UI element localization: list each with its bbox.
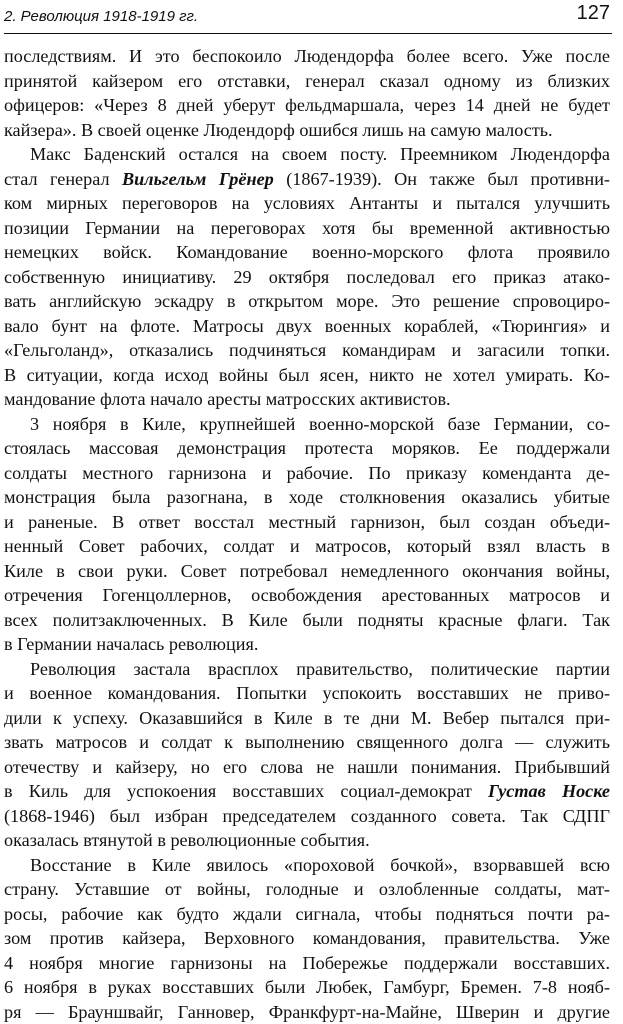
- text-line: оказалась втянутой в революционные события.: [4, 828, 610, 853]
- text-line: вало бунт на флоте. Матросы двух военных кораблей, «Тюрингия» и: [4, 314, 610, 339]
- text-line: в Киль для успокоения восставших социал-демократ Густав Носке: [4, 779, 610, 804]
- page-number: 127: [577, 2, 610, 25]
- text-line: в Германии началась революция.: [4, 632, 610, 657]
- chapter-title: 2. Революция 1918-1919 гг.: [4, 8, 198, 25]
- text-line: собственную инициативу. 29 октября последовал его приказ атако-: [4, 265, 610, 290]
- text-line: 4 ноября многие гарнизоны на Побережье поддержали восставших.: [4, 951, 610, 976]
- text-line: дили к успеху. Оказавшийся в Киле в те дни М. Вебер пытался при-: [4, 706, 610, 731]
- text-line: последствиям. И это беспокоило Людендорфа более всего. Уже после: [4, 44, 610, 69]
- running-head: [4, 2, 614, 30]
- text-line: монстрация была разогнана, в ходе столкновения оказались убитые: [4, 485, 610, 510]
- text-line: «Гельголанд», отказались подчиняться командирам и загасили топки.: [4, 338, 610, 363]
- text-line: зом против кайзера, Верховного командования, правительства. Уже: [4, 926, 610, 951]
- paragraph: [4, 853, 610, 1024]
- text-line: вать английскую эскадру в открытом море. Это решение спровоциро-: [4, 289, 610, 314]
- text-line: ря — Брауншвайг, Ганновер, Франкфурт-на-Майне, Шверин и другие: [4, 1000, 610, 1024]
- text-line: и раненые. В ответ восстал местный гарнизон, был создан объеди-: [4, 510, 610, 535]
- text-line: принятой кайзером его отставки, генерал сказал одному из близких: [4, 69, 610, 94]
- text-line: 3 ноября в Киле, крупнейшей военно-морской базе Германии, со-: [4, 412, 610, 437]
- paragraph: [4, 44, 610, 142]
- text-line: стоялась массовая демонстрация протеста моряков. Ее поддержали: [4, 436, 610, 461]
- body-text: [4, 44, 610, 1024]
- header-rule: [4, 33, 612, 34]
- text-line: Революция застала врасплох правительство, политические партии: [4, 657, 610, 682]
- paragraph: [4, 412, 610, 657]
- text-line: В ситуации, когда исход войны был ясен, никто не хотел умирать. Ко-: [4, 363, 610, 388]
- text-line: позиции Германии на переговорах хотя бы временной активностью: [4, 216, 610, 241]
- text-line: отречения Гогенцоллернов, освобождения арестованных матросов и: [4, 583, 610, 608]
- text-line: стал генерал Вильгельм Грёнер (1867-1939). Он также был противни-: [4, 167, 610, 192]
- text-line: офицеров: «Через 8 дней уберут фельдмаршала, через 14 дней не будет: [4, 93, 610, 118]
- text-line: отечеству и кайзеру, но его слова не нашли понимания. Прибывший: [4, 755, 610, 780]
- text-line: кайзера». В своей оценке Людендорф ошибся лишь на самую малость.: [4, 118, 610, 143]
- text-line: немецких войск. Командование военно-морского флота проявило: [4, 240, 610, 265]
- paragraph: [4, 657, 610, 853]
- text-line: звать матросов и солдат к выполнению священного долга — служить: [4, 730, 610, 755]
- paragraph: [4, 142, 610, 412]
- text-line: ком мирных переговоров на условиях Антанты и пытался улучшить: [4, 191, 610, 216]
- text-line: Восстание в Киле явилось «пороховой бочкой», взорвавшей всю: [4, 853, 610, 878]
- person-name-emphasis: Вильгельм Грёнер: [122, 169, 274, 189]
- text-line: (1868-1946) был избран председателем созданного совета. Так СДПГ: [4, 804, 610, 829]
- text-line: и военное командования. Попытки успокоить восставших не приво-: [4, 681, 610, 706]
- text-line: росы, рабочие как будто ждали сигнала, чтобы подняться почти ра-: [4, 902, 610, 927]
- text-line: мандование флота начало аресты матросских активистов.: [4, 387, 610, 412]
- text-line: страну. Уставшие от войны, голодные и озлобленные солдаты, мат-: [4, 877, 610, 902]
- text-line: 6 ноября в руках восставших были Любек, Гамбург, Бремен. 7-8 нояб-: [4, 975, 610, 1000]
- text-line: Киле в свои руки. Совет потребовал немедленного окончания войны,: [4, 559, 610, 584]
- person-name-emphasis: Густав Носке: [488, 781, 610, 801]
- text-line: ненный Совет рабочих, солдат и матросов, который взял власть в: [4, 534, 610, 559]
- text-line: всех политзаключенных. В Киле были подняты красные флаги. Так: [4, 608, 610, 633]
- text-line: солдаты местного гарнизона и рабочие. По приказу коменданта де-: [4, 461, 610, 486]
- text-line: Макс Баденский остался на своем посту. Преемником Людендорфа: [4, 142, 610, 167]
